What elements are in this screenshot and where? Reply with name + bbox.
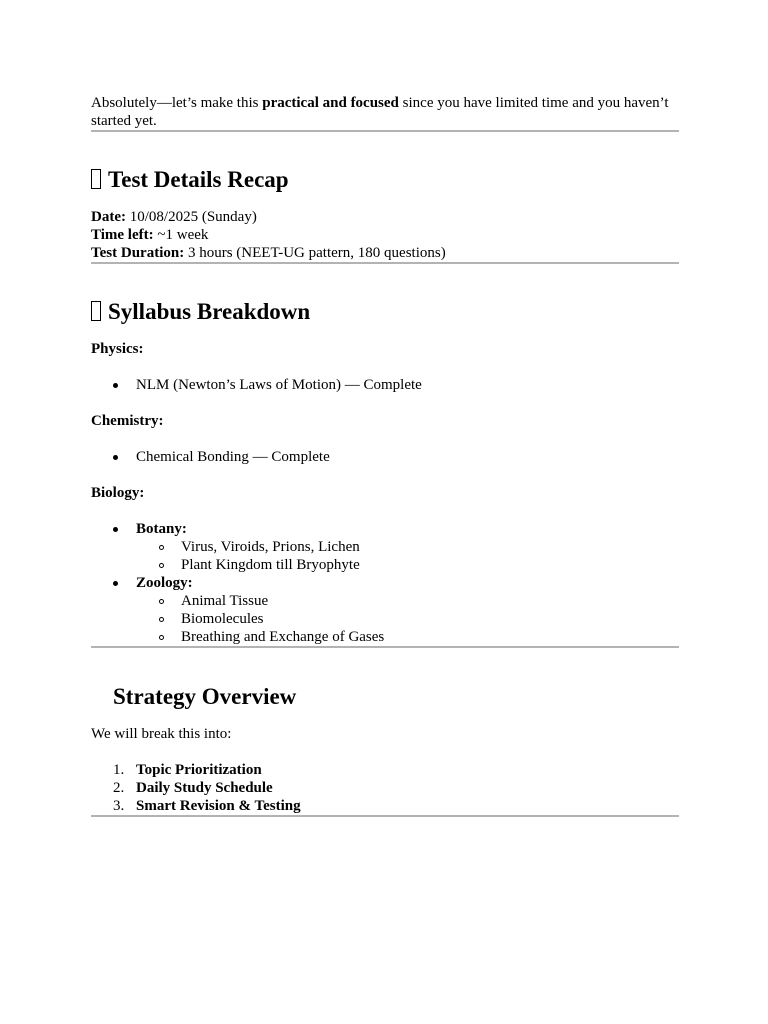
list-item-text: Plant Kingdom till Bryophyte xyxy=(181,557,360,573)
time-left-label: Time left: xyxy=(91,227,154,243)
time-left-value: ~1 week xyxy=(153,227,209,243)
list-item-text: NLM (Newton’s Laws of Motion) — Complete xyxy=(136,377,422,393)
circle-bullet-icon xyxy=(159,617,164,622)
botany-label: Botany: xyxy=(136,521,187,537)
step-label: Daily Study Schedule xyxy=(136,780,273,796)
date-line xyxy=(91,208,679,226)
list-item-text: Chemical Bonding — Complete xyxy=(136,449,330,465)
test-details xyxy=(91,208,679,262)
biology-list xyxy=(91,520,679,646)
list-item xyxy=(136,556,679,574)
list-item xyxy=(91,448,679,466)
recap-heading-text: Test Details Recap xyxy=(108,167,289,192)
zoology-label: Zoology: xyxy=(136,575,193,591)
list-item xyxy=(91,797,679,815)
list-item-text: Breathing and Exchange of Gases xyxy=(181,629,385,645)
list-item xyxy=(91,761,679,779)
list-item xyxy=(136,610,679,628)
chemistry-label: Chemistry: xyxy=(91,413,164,429)
list-item-text: Virus, Viroids, Prions, Lichen xyxy=(181,539,360,555)
zoology-list xyxy=(136,592,679,646)
duration-label: Test Duration: xyxy=(91,245,185,261)
strategy-heading: Strategy Overview xyxy=(113,684,297,709)
intro-text-before: Absolutely—let’s make this xyxy=(91,95,263,111)
bullet-icon xyxy=(113,581,118,586)
circle-bullet-icon xyxy=(159,563,164,568)
circle-bullet-icon xyxy=(159,635,164,640)
divider xyxy=(91,130,679,132)
bullet-icon xyxy=(113,455,118,460)
syllabus-heading-text: Syllabus Breakdown xyxy=(108,299,311,324)
syllabus-heading xyxy=(91,298,679,326)
list-item xyxy=(136,628,679,646)
list-item xyxy=(91,520,679,574)
divider xyxy=(91,646,679,648)
list-item-text: Animal Tissue xyxy=(181,593,269,609)
recap-heading xyxy=(91,166,679,194)
step-number: 3. xyxy=(113,798,125,814)
missing-glyph-icon xyxy=(91,169,101,189)
physics-label: Physics: xyxy=(91,341,144,357)
list-item xyxy=(91,779,679,797)
list-item-text: Biomolecules xyxy=(181,611,264,627)
step-number: 2. xyxy=(113,780,125,796)
date-value: 10/08/2025 (Sunday) xyxy=(125,209,257,225)
bullet-icon xyxy=(113,383,118,388)
missing-glyph-icon xyxy=(91,301,101,321)
intro-text-after: since you have limited time and you haven’t started yet. xyxy=(91,95,669,129)
physics-list xyxy=(91,376,679,394)
duration-line xyxy=(91,244,679,262)
duration-value: 3 hours (NEET-UG pattern, 180 questions) xyxy=(184,245,446,261)
list-item xyxy=(91,574,679,646)
list-item xyxy=(136,538,679,556)
date-label: Date: xyxy=(91,209,126,225)
list-item xyxy=(136,592,679,610)
strategy-steps xyxy=(91,761,679,815)
bullet-icon xyxy=(113,527,118,532)
document-page xyxy=(91,94,679,817)
strategy-intro: We will break this into: xyxy=(91,726,232,742)
circle-bullet-icon xyxy=(159,599,164,604)
step-label: Smart Revision & Testing xyxy=(136,798,301,814)
intro-emphasis: practical and focused xyxy=(262,95,399,111)
time-left-line xyxy=(91,226,679,244)
step-label: Topic Prioritization xyxy=(136,762,262,778)
biology-label: Biology: xyxy=(91,485,145,501)
intro-paragraph xyxy=(91,94,679,130)
step-number: 1. xyxy=(113,762,125,778)
botany-list xyxy=(136,538,679,574)
circle-bullet-icon xyxy=(159,545,164,550)
list-item xyxy=(91,376,679,394)
chemistry-list xyxy=(91,448,679,466)
divider xyxy=(91,262,679,264)
divider xyxy=(91,815,679,817)
